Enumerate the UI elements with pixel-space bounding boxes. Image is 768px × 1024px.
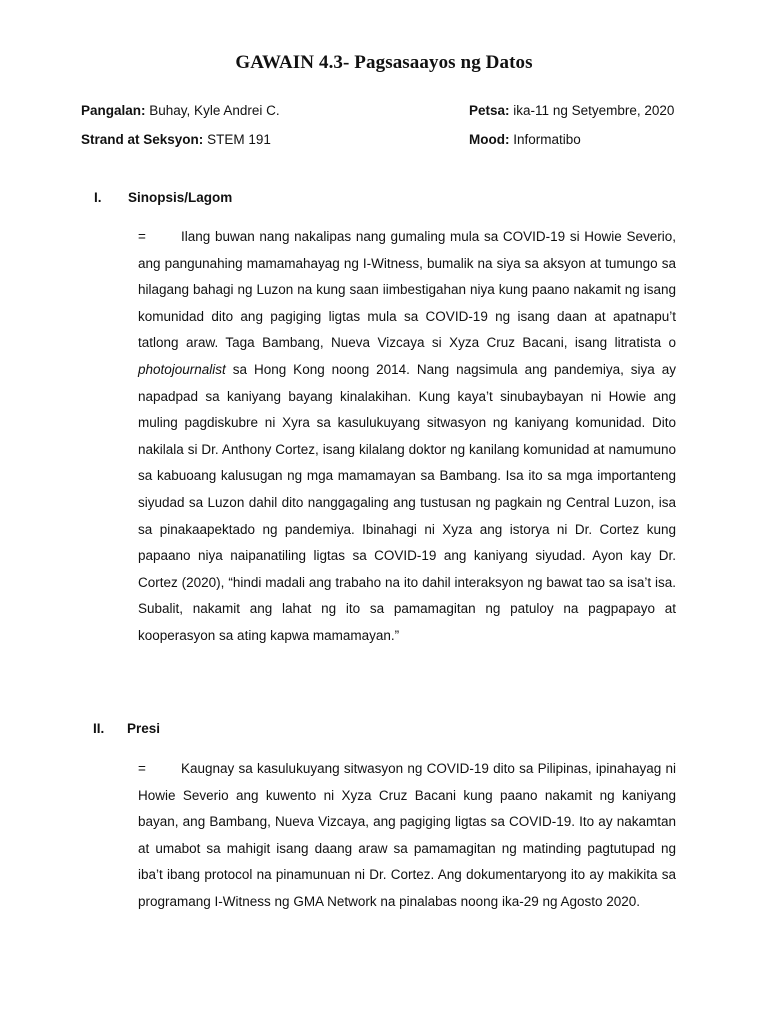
sinopsis-text-part2: sa Hong Kong noong 2014. Nang nagsimula ang pandemiya, siya ay napadpad sa kaniyang bayang kinalakihan. Kung kaya’t sinubaybayan ni Howie ang muling pagdiskubre ni Xyra sa kasulukuyang sitwasyon ng kaniyang komunidad. Dito nakilala si Dr. Anthony Cortez, isang kilalang doktor ng kanilang komunidad at namumuno sa kabuoang kalusugan ng mga mamamayan sa Bambang. Isa ito sa mga importanteng siyudad sa Luzon dahil dito nanggagaling ang tustusan ng pagkain ng Central Luzon, isa sa pinakaapektado ng pandemiya. Ibinahagi ni Xyza ang istorya ni Dr. Cortez kung papaano niya naipanatiling ligtas sa COVID-19 ang kaniyang siyudad. Ayon kay Dr. Cortez (2020), “hindi madali ang trabaho na ito dahil interaksyon ng bawat tao sa isa’t isa. Subalit, nakamit ang lahat ng ito sa pamamagitan ng patuloy na pagpapayo at kooperasyon sa ating kapwa mamamayan.” bbox=[138, 361, 676, 643]
section-number: II. bbox=[93, 721, 105, 736]
strand-value: STEM 191 bbox=[207, 132, 271, 147]
strand-field bbox=[81, 132, 271, 147]
name-value: Buhay, Kyle Andrei C. bbox=[149, 103, 280, 118]
date-field bbox=[469, 103, 674, 118]
date-value: ika-11 ng Setyembre, 2020 bbox=[513, 103, 675, 118]
presi-text: Kaugnay sa kasulukuyang sitwasyon ng COVID-19 dito sa Pilipinas, ipinahayag ni Howie Severio ang kuwento ni Xyza Cruz Bacani kung paano nakamit ng kaniyang bayan, ang Bambang, Nueva Vizcaya, ang pagiging ligtas sa COVID-19. Ito ay nakamtan at umabot sa mahigit isang daang araw sa pamamagitan ng matinding pagtutupad ng iba’t ibang protocol na pinamunuan ni Dr. Cortez. Ang dokumentaryong ito ay makikita sa programang I-Witness ng GMA Network na pinalabas noong ika-29 ng Agosto 2020. bbox=[138, 761, 676, 909]
mood-value: Informatibo bbox=[513, 132, 581, 147]
strand-label: Strand at Seksyon: bbox=[81, 132, 204, 147]
section-title: Presi bbox=[127, 721, 161, 736]
name-field bbox=[81, 103, 280, 118]
paragraph-marker: = bbox=[138, 229, 146, 244]
date-label: Petsa: bbox=[469, 103, 510, 118]
document-title: GAWAIN 4.3- Pagsasaayos ng Datos bbox=[235, 52, 533, 73]
sinopsis-paragraph bbox=[138, 224, 676, 650]
sinopsis-italic-term: photojournalist bbox=[138, 361, 226, 377]
sinopsis-text-part1: Ilang buwan nang nakalipas nang gumaling mula sa COVID-19 si Howie Severio, ang pangunahing mamamahayag ng I-Witness, bumalik na siya sa aksyon at tumungo sa hilagang bahagi ng Luzon na kung saan iimbestigahan niya kung paano nakamit ng isang komunidad dito ang pagiging ligtas mula sa COVID-19 ng isang daan at apatnapu’t tatlong araw. Taga Bambang, Nueva Vizcaya si Xyza Cruz Bacani, isang litratista o bbox=[138, 229, 676, 351]
presi-paragraph bbox=[138, 756, 676, 916]
name-label: Pangalan: bbox=[81, 103, 146, 118]
mood-label: Mood: bbox=[469, 132, 510, 147]
section-number: I. bbox=[94, 190, 102, 205]
paragraph-marker: = bbox=[138, 761, 146, 776]
section-title: Sinopsis/Lagom bbox=[128, 190, 233, 205]
mood-field bbox=[469, 132, 581, 147]
